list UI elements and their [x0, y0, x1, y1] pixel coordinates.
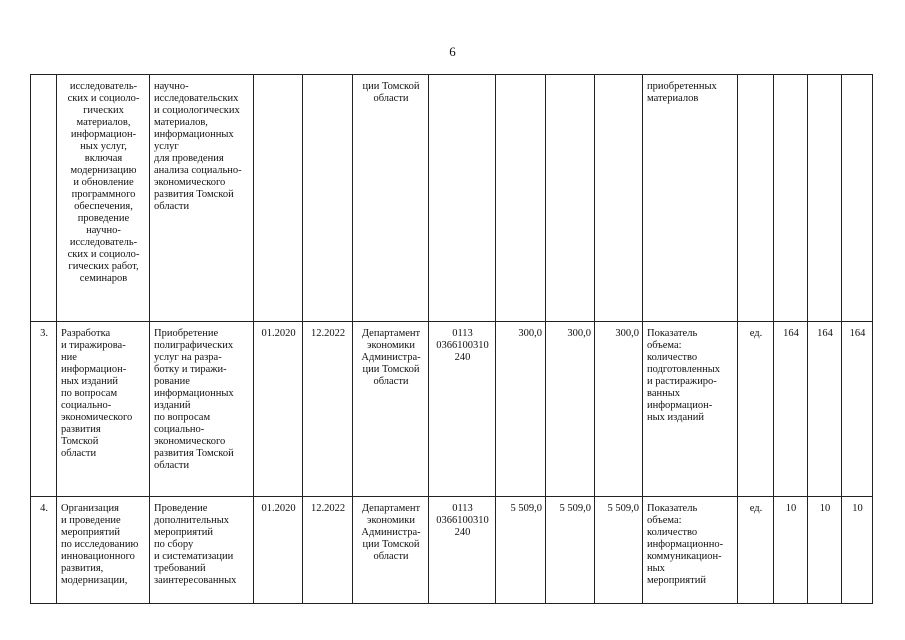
start-date-cell: 01.2020	[254, 322, 303, 497]
indicator-2022-cell	[842, 75, 873, 322]
amount-2022-cell: 300,0	[595, 322, 643, 497]
start-date-cell	[254, 75, 303, 322]
indicator-2022-cell: 10	[842, 497, 873, 604]
row-number: 4.	[31, 497, 57, 604]
event-cell: Проведение дополнительных мероприятий по сбору и систематизации требований заинтересованных	[150, 497, 254, 604]
end-date-cell: 12.2022	[303, 322, 353, 497]
event-cell: Приобретение полиграфических услуг на разра- ботку и тиражи- рование информационных изданий по вопросам социально- экономического развития Томской области	[150, 322, 254, 497]
task-name-cell: исследователь- ских и социоло- гических материалов, информацион- ных услуг, включая модернизацию и обновление программного обеспечения, проведение научно- исследователь- ских и социоло- гических работ, семинаров	[57, 75, 150, 322]
executor-cell: Департамент экономики Администра- ции Томской области	[353, 322, 429, 497]
indicator-cell: приобретенных материалов	[643, 75, 738, 322]
table-row	[31, 322, 873, 497]
program-table	[30, 74, 873, 604]
budget-code-cell	[429, 75, 496, 322]
amount-2021-cell: 300,0	[546, 322, 595, 497]
start-date-cell: 01.2020	[254, 497, 303, 604]
executor-cell: Департамент экономики Администра- ции Томской области	[353, 497, 429, 604]
row-number	[31, 75, 57, 322]
page-number: 6	[449, 44, 456, 59]
row-number: 3.	[31, 322, 57, 497]
indicator-2020-cell: 164	[774, 322, 808, 497]
table-row	[31, 497, 873, 604]
indicator-2021-cell: 10	[808, 497, 842, 604]
executor-cell: ции Томской области	[353, 75, 429, 322]
amount-2020-cell: 5 509,0	[496, 497, 546, 604]
indicator-2020-cell: 10	[774, 497, 808, 604]
indicator-2021-cell	[808, 75, 842, 322]
amount-2021-cell: 5 509,0	[546, 497, 595, 604]
indicator-2022-cell: 164	[842, 322, 873, 497]
indicator-cell: Показатель объема: количество информационно- коммуникацион- ных мероприятий	[643, 497, 738, 604]
indicator-cell: Показатель объема: количество подготовленных и растиражиро- ванных информацион- ных изданий	[643, 322, 738, 497]
amount-2022-cell: 5 509,0	[595, 497, 643, 604]
amount-2020-cell	[496, 75, 546, 322]
unit-cell	[738, 75, 774, 322]
budget-code-cell: 0113 0366100310 240	[429, 322, 496, 497]
end-date-cell	[303, 75, 353, 322]
amount-2022-cell	[595, 75, 643, 322]
amount-2021-cell	[546, 75, 595, 322]
unit-cell: ед.	[738, 322, 774, 497]
indicator-2020-cell	[774, 75, 808, 322]
task-name-cell: Разработка и тиражирова- ние информацион- ных изданий по вопросам социально- экономического развития Томской области	[57, 322, 150, 497]
budget-code-cell: 0113 0366100310 240	[429, 497, 496, 604]
table-row	[31, 75, 873, 322]
unit-cell: ед.	[738, 497, 774, 604]
indicator-2021-cell: 164	[808, 322, 842, 497]
end-date-cell: 12.2022	[303, 497, 353, 604]
amount-2020-cell: 300,0	[496, 322, 546, 497]
task-name-cell: Организация и проведение мероприятий по исследованию инновационного развития, модернизации,	[57, 497, 150, 604]
event-cell: научно- исследовательских и социологических материалов, информационных услуг для проведения анализа социально- экономического развития Томской области	[150, 75, 254, 322]
